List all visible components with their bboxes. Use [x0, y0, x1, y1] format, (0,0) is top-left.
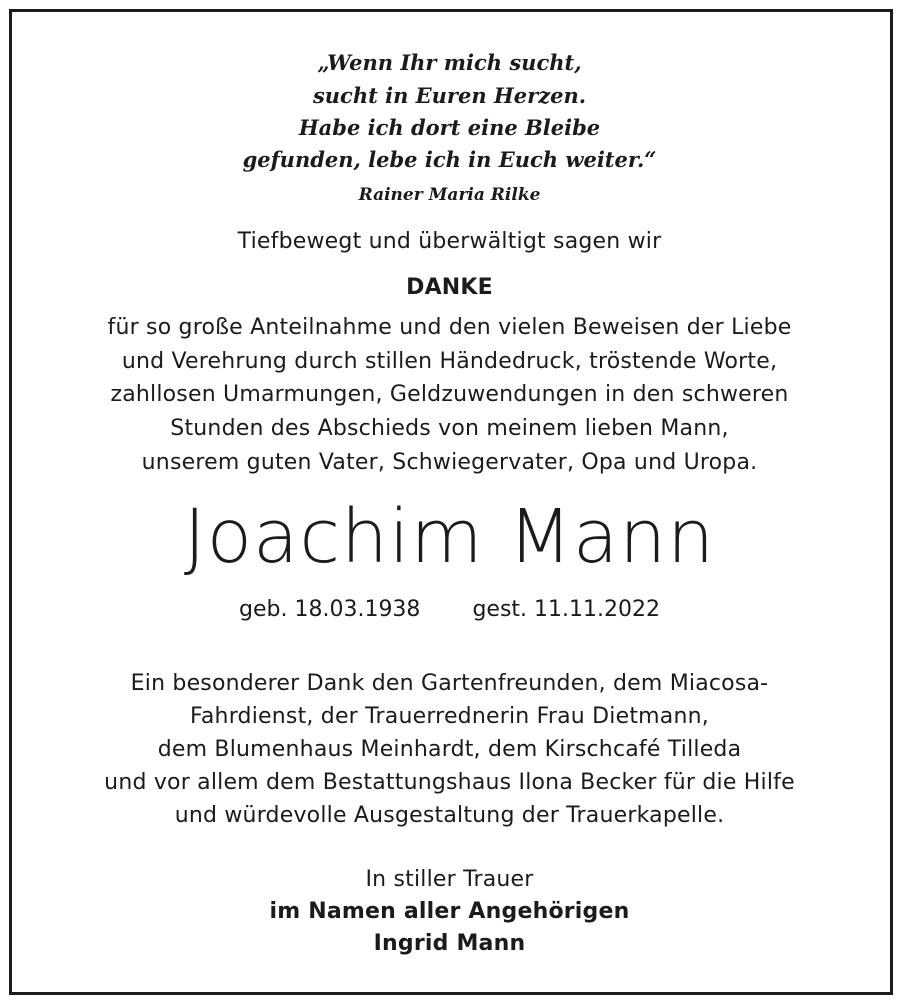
- quote-line-3: Habe ich dort eine Bleibe: [298, 115, 601, 140]
- thanks-line-4: Stunden des Abschieds von meinem lieben Mann,: [170, 416, 729, 441]
- thanks-line-3: zahllosen Umarmungen, Geldzuwendungen in den schweren: [110, 382, 789, 407]
- special-thanks-line-5: und würdevolle Ausgestaltung der Trauerkapelle.: [174, 803, 725, 828]
- quote-line-4: gefunden, lebe ich in Euch weiter.“: [242, 147, 657, 172]
- intro-text: Tiefbewegt und überwältigt sagen wir: [237, 229, 662, 254]
- quote-line-2: sucht in Euren Herzen.: [312, 83, 587, 108]
- quote-line-1: „Wenn Ihr mich sucht,: [317, 50, 582, 75]
- life-dates: [0, 597, 899, 622]
- death-date: gest. 11.11.2022: [472, 597, 660, 622]
- thanks-line-5: unserem guten Vater, Schwiegervater, Opa und Uropa.: [141, 450, 758, 475]
- closing-family: im Namen aller Angehörigen: [269, 899, 630, 924]
- deceased-name: Joachim Mann: [183, 494, 716, 580]
- closing-line: In stiller Trauer: [365, 867, 534, 892]
- thanks-line-1: für so große Anteilnahme und den vielen Beweisen der Liebe: [107, 315, 792, 340]
- birth-date: geb. 18.03.1938: [239, 597, 421, 622]
- special-thanks-line-4: und vor allem dem Bestattungshaus Ilona Becker für die Hilfe: [104, 770, 795, 795]
- special-thanks-line-1: Ein besonderer Dank den Gartenfreunden, dem Miacosa-: [130, 671, 769, 696]
- thanks-line-2: und Verehrung durch stillen Händedruck, tröstende Worte,: [121, 349, 778, 374]
- signature: Ingrid Mann: [373, 931, 526, 956]
- special-thanks-line-3: dem Blumenhaus Meinhardt, dem Kirschcafé Tilleda: [157, 737, 742, 762]
- quote-author: Rainer Maria Rilke: [358, 185, 541, 205]
- thanks-heading: DANKE: [406, 275, 493, 300]
- special-thanks-line-2: Fahrdienst, der Trauerrednerin Frau Dietmann,: [190, 704, 709, 729]
